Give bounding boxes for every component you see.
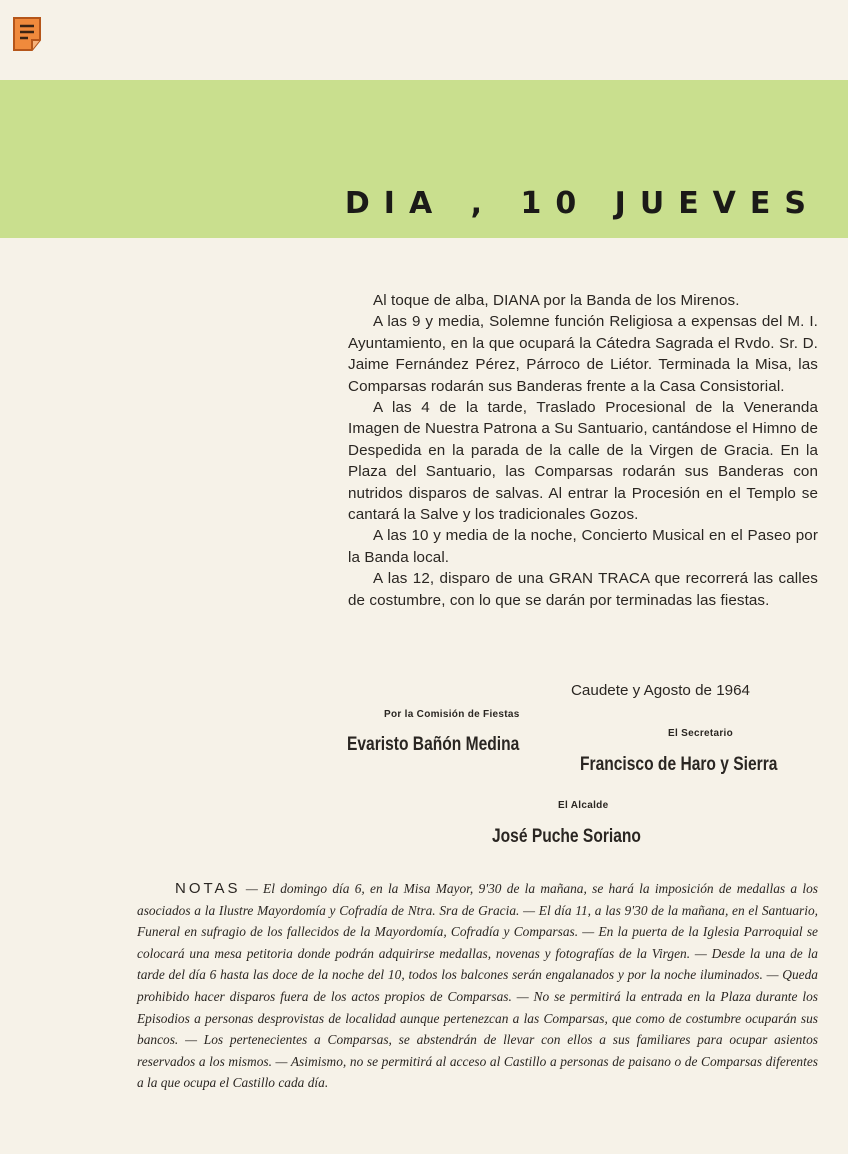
notes-section <box>137 878 818 1094</box>
page-title: DIA , 10 JUEVES <box>344 186 820 221</box>
commission-label: Por la Comisión de Fiestas <box>384 709 520 720</box>
secretary-label: El Secretario <box>668 728 734 739</box>
program-paragraph: Al toque de alba, DIANA por la Banda de los Mirenos. <box>373 292 740 309</box>
secretary-signatory: Francisco de Haro y Sierra <box>580 754 778 775</box>
notes-text: — El domingo día 6, en la Misa Mayor, 9'30 de la mañana, se hará la imposición de medallas a los asociados a la Ilustre Mayordomía y Cofradía de Ntra. Sra de Gracia. — El día 11, a las 9'30 de la mañana, en el Santuario, Funeral en sufragio de los fallecidos de la Mayordomía, Cofradía y Comparsas. — En la puerta de la Iglesia Parroquial se colocará una mesa petitoria donde podrán adquirirse medallas, novenas y fotografías de la Virgen. — Desde la una de la tarde del día 6 hasta las doce de la noche del 10, todos los balcones serán engalanados y por la noche iluminados. — Queda prohibido hacer disparos fuera de los actos propios de Comparsas. — No se permitirá la entrada en la Plaza durante los Episodios a personas desprovistas de localidad aunque pertenezcan a las Comparsas, que como de costumbre ocuparán sus bancos. — Los pertenecientes a Comparsas, se abstendrán de llevar con ellos a sus familiares para ocupar asientos reservados a los mismos. — Asimismo, no se permitirá al acceso al Castillo a personas de paisano o de Comparsas diferentes a la que ocupa el Castillo cada día. <box>137 881 818 1091</box>
program-text <box>348 290 818 611</box>
program-paragraph: A las 9 y media, Solemne función Religiosa a expensas del M. I. Ayuntamiento, en la que ocupará la Cátedra Sagrada el Rvdo. Sr. D. Jaime Fernández Pérez, Párroco de Liétor. Terminada la Misa, las Comparsas rodarán sus Banderas frente a la Casa Consistorial. <box>348 313 818 395</box>
place-date: Caudete y Agosto de 1964 <box>570 682 750 699</box>
notes-heading: NOTAS <box>175 880 241 897</box>
mayor-label: El Alcalde <box>558 800 609 811</box>
mayor-signatory: José Puche Soriano <box>492 826 641 847</box>
document-icon[interactable] <box>12 16 44 52</box>
program-paragraph: A las 4 de la tarde, Traslado Procesional de la Veneranda Imagen de Nuestra Patrona a Su Santuario, cantándose el Himno de Despedida en la parada de la calle de la Virgen de Gracia. En la Plaza del Santuario, las Comparsas rodarán sus Banderas con nutridos disparos de salvas. Al entrar la Procesión en el Templo se cantará la Salve y los tradicionales Gozos. <box>348 399 818 524</box>
program-paragraph: A las 10 y media de la noche, Concierto Musical en el Paseo por la Banda local. <box>348 527 818 566</box>
commission-signatory: Evaristo Bañón Medina <box>347 734 520 755</box>
program-paragraph: A las 12, disparo de una GRAN TRACA que recorrerá las calles de costumbre, con lo que se darán por terminadas las fiestas. <box>348 570 818 609</box>
